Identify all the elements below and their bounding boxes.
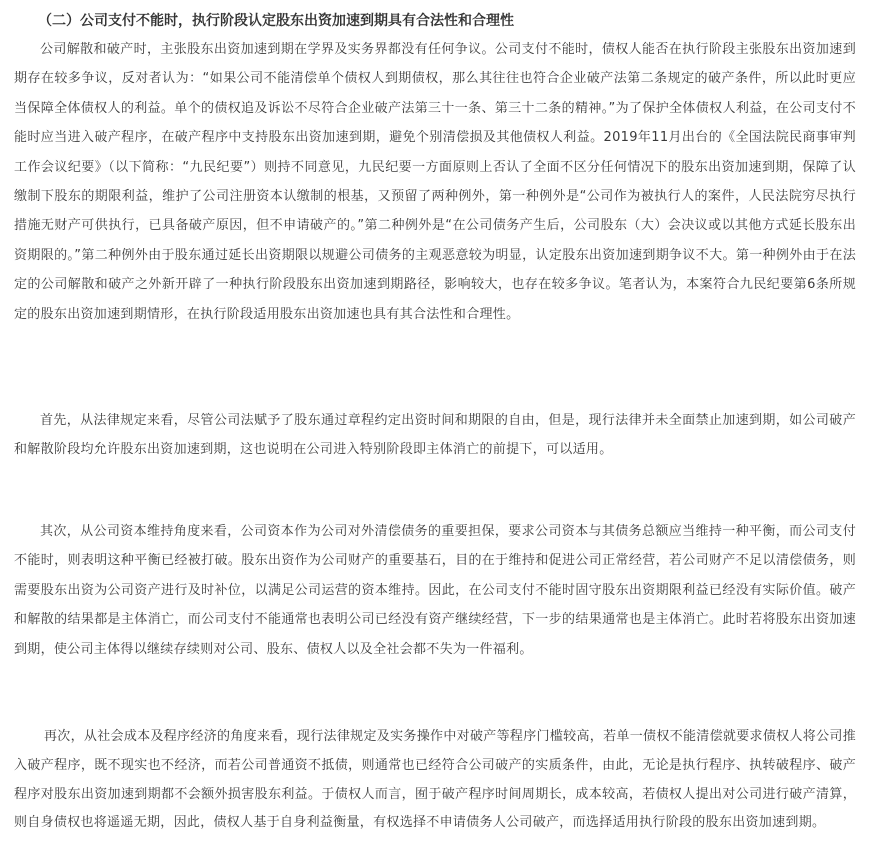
paragraph-legal-provisions: 首先，从法律规定来看，尽管公司法赋予了股东通过章程约定出资时间和期限的自由，但是，现行法律并未全面禁止加速到期，如公司破产和解散阶段均允许股东出资加速到期，这也说明在公司进入特别阶段即主体消亡的前提下，可以适用。 (14, 413, 856, 458)
section-heading: （二）公司支付不能时，执行阶段认定股东出资加速到期具有合法性和合理性 (38, 13, 514, 29)
paragraph-dissolution-bankruptcy: 公司解散和破产时，主张股东出资加速到期在学界及实务界都没有任何争议。公司支付不能时，债权人能否在执行阶段主张股东出资加速到期存在较多争议，反对者认为：“如果公司不能清偿单个债权人到期债权，那么其往往也符合企业破产法第二条规定的破产条件，所以此时更应当保障全体债权人的利益。单个的债权追及诉讼不尽符合企业破产法第三十一条、第三十二条的精神。”为了保护全体债权人利益，在公司支付不能时应当进入破产程序，在破产程序中支持股东出资加速到期，避免个别清偿损及其他债权人利益。2019年11月出台的《全国法院民商事审判工作会议纪要》（以下简称：“九民纪要”）则持不同意见，九民纪要一方面原则上否认了全面不区分任何情况下的股东出资加速到期，保障了认缴制下股东的期限利益，维护了公司注册资本认缴制的根基，又预留了两种例外，第一种例外是“公司作为被执行人的案件，人民法院穷尽执行措施无财产可供执行，已具备破产原因，但不申请破产的。”第二种例外是“在公司债务产生后，公司股东（大）会决议或以其他方式延长股东出资期限的。”第二种例外由于股东通过延长出资期限以规避公司债务的主观恶意较为明显，认定股东出资加速到期争议不大。第一种例外由于在法定的公司解散和破产之外新开辟了一种执行阶段股东出资加速到期路径，影响较大，也存在较多争议。笔者认为，本案符合九民纪要第6条所规定的股东出资加速到期情形，在执行阶段适用股东出资加速也具有其合法性和合理性。 (14, 42, 856, 322)
paragraph-social-cost: 再次，从社会成本及程序经济的角度来看，现行法律规定及实务操作中对破产等程序门槛较高，若单一债权不能清偿就要求债权人将公司推入破产程序，既不现实也不经济，而若公司普通资不抵债，则通常也已经符合公司破产的实质条件，由此，无论是执行程序、执转破程序、破产程序对股东出资加速到期都不会额外损害股东利益。于债权人而言，囿于破产程序时间周期长，成本较高，若债权人提出对公司进行破产清算，则自身债权也将遥遥无期，因此，债权人基于自身利益衡量，有权选择不申请债务人公司破产，而选择适用执行阶段的股东出资加速到期。 (14, 729, 856, 831)
paragraph-capital-maintenance: 其次，从公司资本维持角度来看，公司资本作为公司对外清偿债务的重要担保，要求公司资本与其债务总额应当维持一种平衡，而公司支付不能时，则表明这种平衡已经被打破。股东出资作为公司财产的重要基石，目的在于维持和促进公司正常经营，若公司财产不足以清偿债务，则需要股东出资为公司资产进行及时补位，以满足公司运营的资本维持。因此，在公司支付不能时固守股东出资期限利益已经没有实际价值。破产和解散的结果都是主体消亡，而公司支付不能通常也表明公司已经没有资产继续经营，下一步的结果通常也是主体消亡。此时若将股东出资加速到期，使公司主体得以继续存续则对公司、股东、债权人以及全社会都不失为一件福利。 (14, 524, 856, 657)
